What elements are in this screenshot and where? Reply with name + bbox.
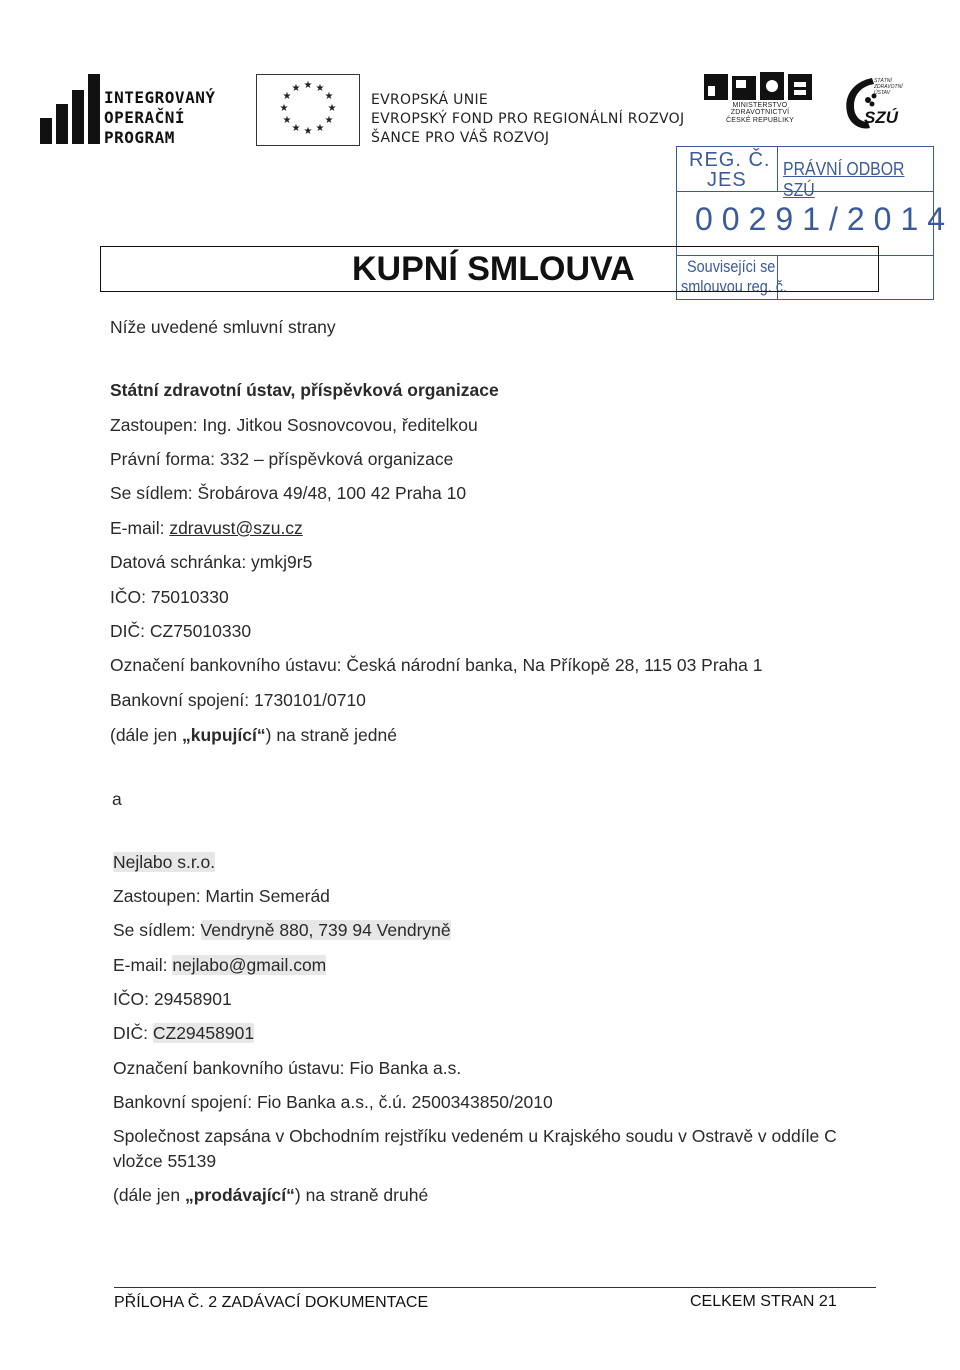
seller-name (113, 851, 215, 873)
footer-divider (114, 1287, 876, 1288)
seller-dic-label: DIČ: (113, 1023, 153, 1043)
buyer-data-box: Datová schránka: ymkj9r5 (110, 552, 313, 572)
connector-text: a (112, 789, 122, 809)
seller-seat-row (113, 919, 451, 941)
footer-left: PŘÍLOHA Č. 2 ZADÁVACÍ DOKUMENTACE (114, 1294, 429, 1311)
buyer-role (110, 724, 397, 746)
seller-email-label: E-mail: (113, 955, 173, 975)
seller-role-suffix: ) na straně druhé (294, 1185, 429, 1205)
reg-label: REG. Č. (689, 149, 771, 171)
buyer-role-term: „kupující“ (182, 725, 266, 745)
related-label-1: Souvisejíci se (687, 257, 776, 276)
buyer-name: Státní zdravotní ústav, příspěvková organizace (110, 380, 499, 400)
buyer-email-label: E-mail: (110, 518, 170, 538)
szu-logo (838, 72, 914, 134)
dept-label: PRÁVNÍ ODBOR SZÚ (783, 159, 905, 200)
eu-flag-logo (256, 74, 360, 146)
eu-text-block (371, 91, 684, 148)
buyer-role-suffix: ) na straně jedné (265, 725, 397, 745)
buyer-bank-account: Bankovní spojení: 1730101/0710 (110, 690, 366, 710)
seller-role-term: „prodávající“ (185, 1185, 295, 1205)
svg-text:★: ★ (324, 91, 334, 102)
seller-email-value: nejlabo@gmail.com (172, 955, 327, 975)
iop-logo (40, 74, 230, 150)
buyer-dic: DIČ: CZ75010330 (110, 621, 252, 641)
buyer-legal-form: Právní forma: 332 – příspěvková organizace (110, 449, 454, 469)
buyer-represented: Zastoupen: Ing. Jitkou Sosnovcovou, ředitelkou (110, 415, 478, 435)
ministry-line: MINISTERSTVO ZDRAVOTNICTVÍ (730, 102, 790, 116)
seller-role (113, 1184, 428, 1206)
seller-seat-value: Vendryně 880, 739 94 Vendryně (200, 920, 451, 940)
footer-right: CELKEM STRAN 21 (690, 1293, 837, 1310)
svg-text:★: ★ (303, 80, 313, 91)
szu-abbr: SZÚ (864, 108, 898, 127)
iop-logo-line: INTEGROVANÝ (104, 88, 216, 107)
svg-text:★: ★ (303, 126, 313, 137)
szu-small-line: ÚSTAV (874, 90, 891, 96)
svg-text:★: ★ (279, 103, 289, 114)
seller-bank-name: Označení bankovního ústavu: Fio Banka a.s. (113, 1058, 462, 1078)
seller-seat-label: Se sídlem: (113, 920, 201, 940)
title-box (100, 246, 879, 292)
szu-small-line: ZDRAVOTNÍ (874, 84, 903, 90)
seller-dic-value: CZ29458901 (152, 1023, 255, 1043)
iop-logo-line: OPERAČNÍ (104, 108, 186, 127)
page-title: KUPNÍ SMLOUVA (352, 250, 635, 288)
buyer-ico: IČO: 75010330 (110, 587, 229, 607)
seller-role-prefix: (dále jen (113, 1185, 185, 1205)
seller-ico: IČO: 29458901 (113, 989, 232, 1009)
seller-bank-account: Bankovní spojení: Fio Banka a.s., č.ú. 2500343850/2010 (113, 1092, 553, 1112)
seller-represented: Zastoupen: Martin Semerád (113, 886, 330, 906)
buyer-email-row (110, 517, 303, 539)
eu-line: EVROPSKÁ UNIE (371, 92, 489, 108)
svg-text:★: ★ (315, 123, 325, 134)
buyer-role-prefix: (dále jen (110, 725, 182, 745)
buyer-bank-name: Označení bankovního ústavu: Česká národní banka, Na Příkopě 28, 115 03 Praha 1 (110, 655, 763, 675)
iop-logo-line: PROGRAM (104, 128, 175, 147)
svg-text:★: ★ (282, 91, 292, 102)
svg-text:★: ★ (291, 123, 301, 134)
seller-register-2: vložce 55139 (113, 1151, 217, 1171)
seller-dic-row (113, 1022, 254, 1044)
reg-sub: JES (707, 169, 747, 191)
svg-text:★: ★ (315, 83, 325, 94)
svg-text:★: ★ (327, 103, 337, 114)
svg-text:★: ★ (324, 115, 334, 126)
seller-name-value: Nejlabo s.r.o. (113, 852, 216, 872)
eu-line: EVROPSKÝ FOND PRO REGIONÁLNÍ ROZVOJ (371, 111, 685, 127)
reg-number: 00291/2014 (695, 201, 955, 237)
eu-line: ŠANCE PRO VÁŠ ROZVOJ (371, 130, 550, 146)
seller-email-row (113, 954, 326, 976)
ministry-line: ČESKÉ REPUBLIKY (726, 117, 794, 124)
related-label-2: smlouvou reg. č. (681, 277, 788, 296)
ministry-logo (704, 70, 816, 122)
svg-text:★: ★ (291, 83, 301, 94)
seller-register-1: Společnost zapsána v Obchodním rejstříku vedeném u Krajského soudu v Ostravě v oddíle C (113, 1126, 837, 1146)
buyer-email-link[interactable]: zdravust@szu.cz (169, 518, 303, 538)
svg-text:★: ★ (282, 115, 292, 126)
szu-small-line: STÁTNÍ (874, 78, 892, 84)
buyer-seat: Se sídlem: Šrobárova 49/48, 100 42 Praha 10 (110, 483, 467, 503)
intro-text: Níže uvedené smluvní strany (110, 317, 336, 337)
